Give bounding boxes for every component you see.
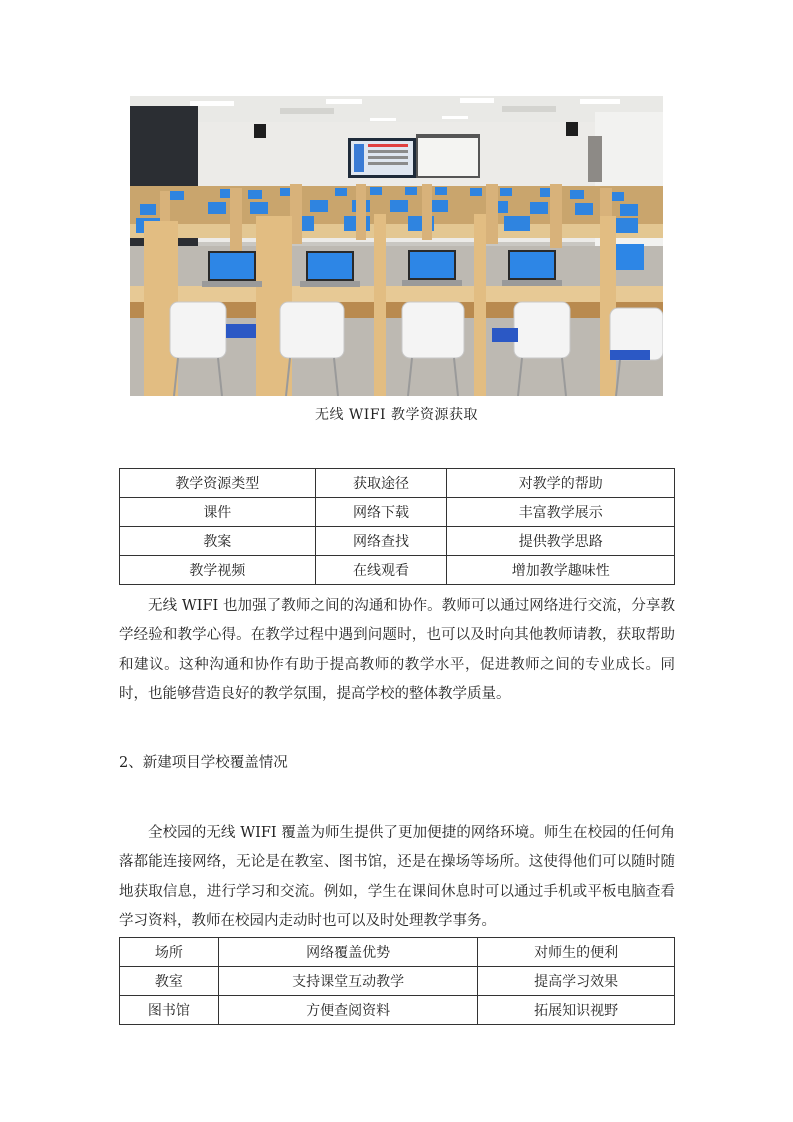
table-header-cell: 对师生的便利 [478, 938, 675, 967]
table-header-row [120, 938, 675, 967]
table-row [120, 967, 675, 996]
table-cell: 教学视频 [120, 556, 316, 585]
table-cell: 教室 [120, 967, 219, 996]
table-cell: 图书馆 [120, 996, 219, 1025]
coverage-table [119, 937, 675, 1025]
table-header-cell: 网络覆盖优势 [218, 938, 478, 967]
computer-lab-illustration [130, 96, 663, 396]
classroom-photo [130, 96, 663, 396]
table-cell: 拓展知识视野 [478, 996, 675, 1025]
table-cell: 提高学习效果 [478, 967, 675, 996]
table-cell: 增加教学趣味性 [447, 556, 675, 585]
resource-table [119, 468, 675, 585]
table-cell: 提供教学思路 [447, 527, 675, 556]
table-row [120, 527, 675, 556]
table-cell: 丰富教学展示 [447, 498, 675, 527]
table-cell: 课件 [120, 498, 316, 527]
paragraph-teacher-collaboration: 无线 WIFI 也加强了教师之间的沟通和协作。教师可以通过网络进行交流，分享教学经验和教学心得。在教学过程中遇到问题时，也可以及时向其他教师请教，获取帮助和建议。这种沟通和协作有助于提高教师的教学水平，促进教师之间的专业成长。同时，也能够营造良好的教学氛围，提高学校的整体教学质量。 [119, 598, 675, 702]
table-cell: 教案 [120, 527, 316, 556]
table-row [120, 556, 675, 585]
table-cell: 在线观看 [315, 556, 447, 585]
table-cell: 方便查阅资料 [218, 996, 478, 1025]
table-header-cell: 教学资源类型 [120, 469, 316, 498]
table-cell: 支持课堂互动教学 [218, 967, 478, 996]
paragraph-campus-coverage: 全校园的无线 WIFI 覆盖为师生提供了更加便捷的网络环境。师生在校园的任何角落都能连接网络，无论是在教室、图书馆，还是在操场等场所。这使得他们可以随时随地获取信息，进行学习和交流。例如，学生在课间休息时可以通过手机或平板电脑查看学习资料，教师在校园内走动时也可以及时处理教学事务。 [119, 825, 675, 929]
table-header-row [120, 469, 675, 498]
table-row [120, 996, 675, 1025]
table-cell: 网络下载 [315, 498, 447, 527]
table-row [120, 498, 675, 527]
table-header-cell: 对教学的帮助 [447, 469, 675, 498]
table-cell: 网络查找 [315, 527, 447, 556]
section-heading: 2、新建项目学校覆盖情况 [119, 755, 288, 771]
table-header-cell: 获取途径 [315, 469, 447, 498]
figure-caption: 无线 WIFI 教学资源获取 [314, 407, 479, 423]
table-header-cell: 场所 [120, 938, 219, 967]
